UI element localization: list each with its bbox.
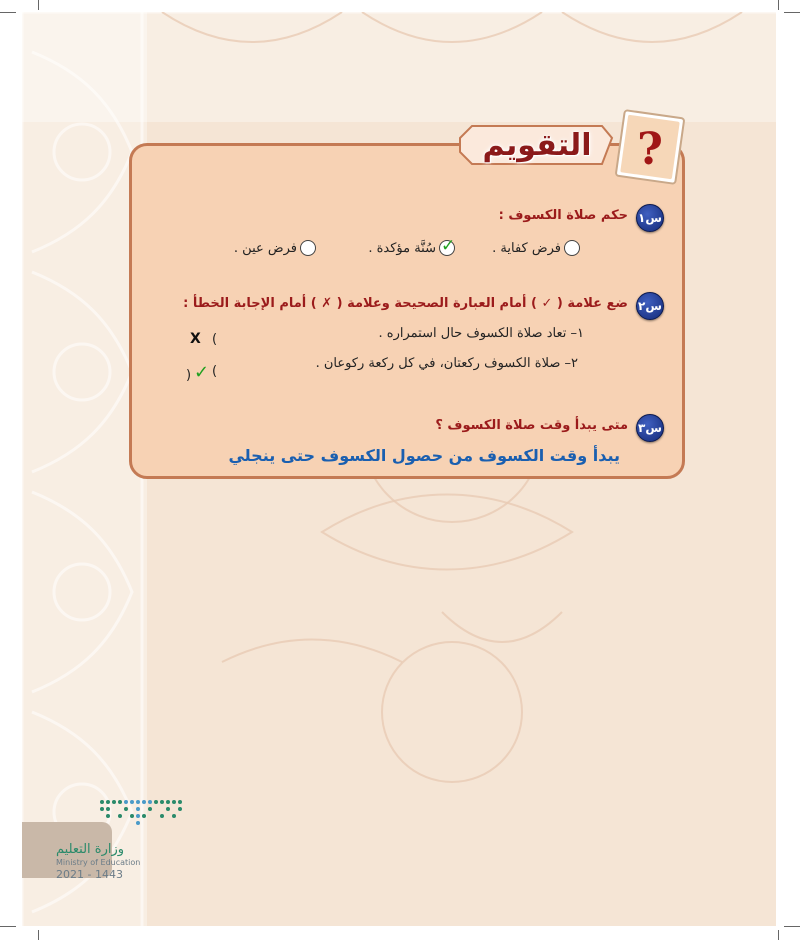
question-3-text: متى يبدأ وقت صلاة الكسوف ؟ <box>435 418 628 433</box>
crop-mark <box>778 0 779 10</box>
question-number-badge: س١ <box>636 204 664 232</box>
ministry-logo-icon <box>96 796 188 832</box>
ministry-name-ar: وزارة التعليم <box>56 842 125 857</box>
page-title: التقويم <box>482 128 592 163</box>
crop-mark <box>38 930 39 940</box>
radio-circle[interactable] <box>300 240 316 256</box>
statement-2: ٢– صلاة الكسوف ركعتان، في كل ركعة ركوعان . <box>315 356 578 371</box>
option-label: فرض كفاية . <box>492 240 561 256</box>
answer-text: يبدأ وقت الكسوف من حصول الكسوف حتى ينجلي <box>228 446 620 465</box>
radio-circle-checked[interactable] <box>439 236 456 256</box>
question-number-badge: س٣ <box>636 414 664 442</box>
statement-1: ١– تعاد صلاة الكسوف حال استمراره . <box>378 326 584 341</box>
answer-paren-close: ) <box>186 368 192 383</box>
cross-icon: X <box>190 331 201 347</box>
svg-text:?: ? <box>637 124 663 175</box>
option-sunna-muakkada[interactable] <box>368 236 456 256</box>
crop-mark <box>784 12 800 13</box>
checkmark-icon: ✓ <box>194 362 210 383</box>
question-mark-icon <box>616 110 685 184</box>
checkmark-icon: ✓ <box>441 236 456 256</box>
option-label: سُنَّة مؤكدة . <box>368 240 436 256</box>
option-fard-kifaya[interactable] <box>492 240 580 256</box>
question-1-text: حكم صلاة الكسوف : <box>498 208 628 223</box>
ministry-name-en: Ministry of Education <box>56 858 141 867</box>
question-2-text: ضع علامة ( ✓ ) أمام العبارة الصحيحة وعلامة ( ✗ ) أمام الإجابة الخطأ : <box>183 296 628 311</box>
crop-mark <box>0 926 16 927</box>
crop-mark <box>778 930 779 940</box>
crop-mark <box>784 926 800 927</box>
crop-mark <box>38 0 39 10</box>
option-fard-ayn[interactable] <box>234 240 316 256</box>
radio-circle[interactable] <box>564 240 580 256</box>
answer-paren-open: ( <box>212 364 218 379</box>
crop-mark <box>0 12 16 13</box>
option-label: فرض عين . <box>233 240 297 256</box>
academic-year: 2021 - 1443 <box>56 868 123 881</box>
answer-paren-open: ( <box>212 332 218 347</box>
question-number-badge: س٢ <box>636 292 664 320</box>
